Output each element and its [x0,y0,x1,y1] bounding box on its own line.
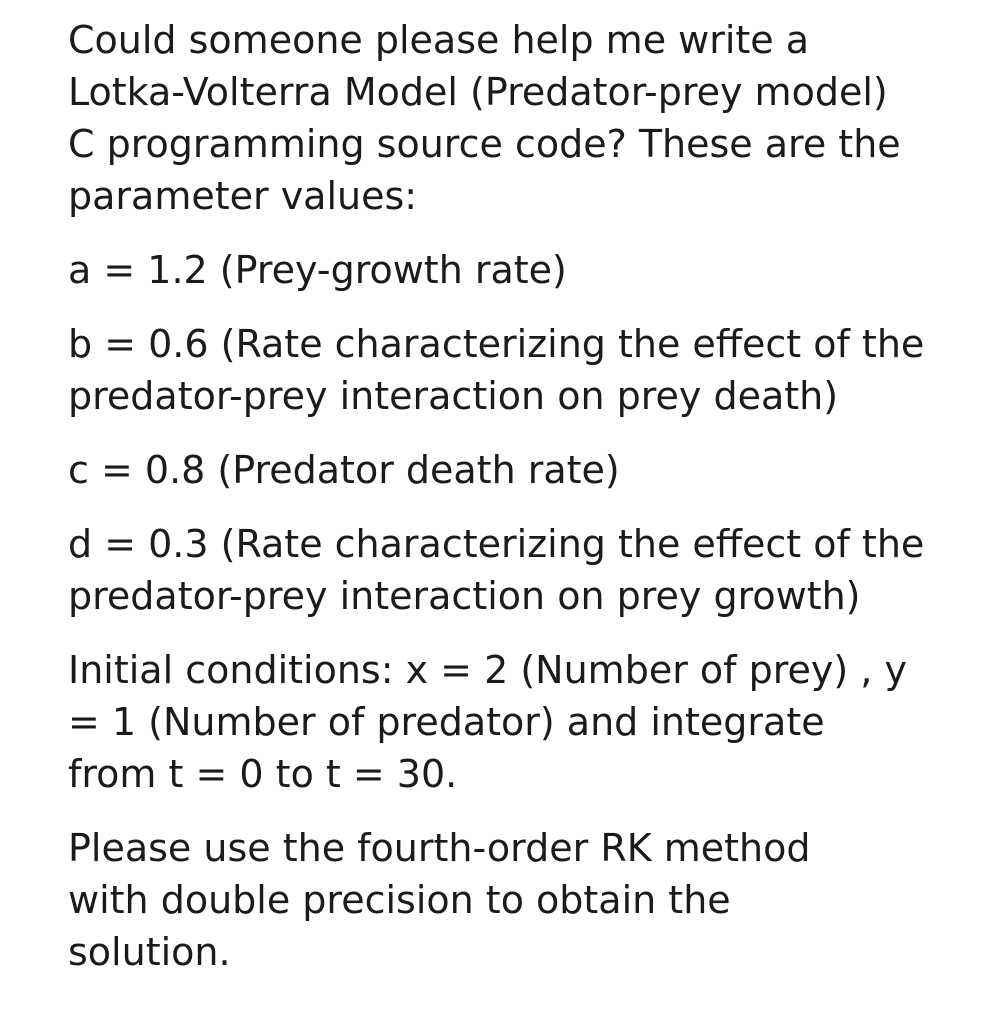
parameter-b: b = 0.6 (Rate characterizing the effect of the predator-prey interaction on prey death) [68,322,925,418]
parameter-a: a = 1.2 (Prey-growth rate) [68,248,567,292]
method-request: Please use the fourth-order RK method with double precision to obtain the solution. [68,826,811,974]
parameter-d: d = 0.3 (Rate characterizing the effect of the predator-prey interaction on prey growth) [68,522,925,618]
intro-paragraph: Could someone please help me write a Lotka-Volterra Model (Predator-prey model) C programming source code? These are the parameter values: [68,18,901,218]
initial-conditions: Initial conditions: x = 2 (Number of prey) , y = 1 (Number of predator) and integrate from t = 0 to t = 30. [68,648,907,796]
parameter-c: c = 0.8 (Predator death rate) [68,448,620,492]
question-text [68,14,968,978]
